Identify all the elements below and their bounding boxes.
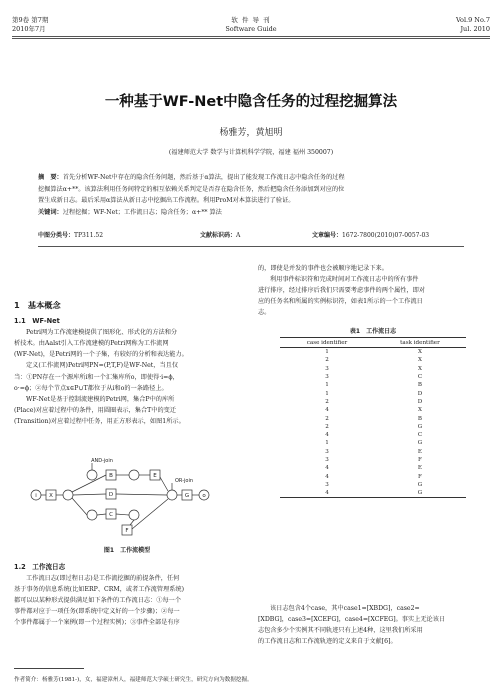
paragraph-line: 基于事务的信息系统(比如ERP、CRM，或者工作流管理系统) (14, 586, 185, 594)
paragraph-line: 利用事件标识符和完成时间对工作流日志中的所有事件 (270, 276, 419, 284)
paragraph-line: o·=ϕ；②每个节点x∈P∪T都位于从i和o的一条路径上。 (14, 384, 168, 392)
paragraph-line: 工作流日志(即过程日志)是工作流挖掘的前提条件，任何 (26, 575, 180, 583)
paragraph-line: 的工作流日志和工作流轨迹的定义来自于文献[6]。 (258, 638, 397, 646)
sink-place-label: o (202, 493, 206, 499)
task-id-cell: C (417, 374, 423, 381)
paragraph-line: 志。 (258, 309, 271, 317)
table-row (280, 489, 466, 498)
abstract-rule (38, 246, 464, 247)
workflow-model-figure (22, 457, 232, 541)
case-id-cell: 2 (325, 357, 329, 364)
place-circle (167, 490, 177, 500)
keywords-text: 过程挖掘；WF-Net；工作流日志；隐含任务；α+** 算法 (62, 208, 222, 216)
case-id-cell: 4 (325, 432, 329, 439)
document-code-label: 文献标识码： (200, 232, 237, 239)
task-id-cell: X (417, 349, 422, 356)
task-id-cell: G (417, 481, 423, 488)
place-circle (87, 470, 97, 480)
abstract-line: 挖掘算法α+**。该算法利用任务间特定的相互依赖关系判定是否存在隐含任务，然后把隐含任务添加到对应的位 (38, 185, 345, 193)
paragraph-line: 事件都对应于一项任务(即系统中定义好的一个步骤)；②每一 (14, 608, 180, 616)
left-column-lower (14, 562, 240, 629)
paragraph-line: Petri网为工作流建模提供了图形化、形式化的方法和分 (26, 329, 178, 337)
paragraph-line: 该日志包含4个case，其中case1=[XBDG]，case2= (270, 605, 420, 612)
case-id-cell: 3 (325, 374, 329, 381)
document-code (200, 230, 240, 239)
author-footnote: 作者简介：杨雅芳(1981-)，女，福建漳州人，福建师范大学硕士研究生，研究方向为数据挖掘。 (14, 677, 253, 683)
task-id-cell: C (417, 432, 423, 439)
task-id-cell: E (417, 448, 423, 455)
task-id-cell: D (417, 390, 423, 397)
subsection-heading: 1.2 工作流日志 (14, 563, 66, 571)
table-row (280, 389, 466, 397)
case-id-cell: 3 (325, 481, 329, 488)
place-circle (129, 470, 139, 480)
table-row (280, 348, 466, 357)
task-id-cell: E (417, 465, 423, 472)
header-journal (0, 16, 502, 34)
header-rule (12, 36, 490, 37)
task-id-cell: X (417, 407, 422, 414)
transition-label: E (153, 473, 157, 479)
table-row (280, 398, 466, 406)
article-number-label: 文章编号： (312, 232, 343, 239)
transition-label: G (184, 493, 190, 499)
case-id-cell: 3 (325, 365, 329, 372)
task-id-cell: B (417, 415, 423, 422)
table-row (280, 423, 466, 431)
table-row (280, 481, 466, 489)
date-en-label: Jul. 2010 (460, 25, 490, 33)
paper-authors: 杨雅芳，黄旭明 (219, 128, 283, 138)
case-id-cell: 2 (325, 423, 329, 430)
place-circle (129, 510, 139, 520)
paragraph-line: 当：①PN存在一个源库所i和一个汇集库所o，即使得·i=ϕ， (14, 373, 179, 381)
table-row (280, 365, 466, 373)
case-id-cell: 1 (325, 349, 329, 356)
paragraph-line: 进行排序，经过排序后我们只需要考虑事件的两个属性，即对 (258, 287, 426, 295)
transition-label: X (49, 493, 53, 499)
paragraph-line: (WF-Net)，是Petri网的一个子集，有较好的分析和表达能力。 (14, 351, 188, 359)
header-volume (456, 16, 490, 34)
case-id-cell: 2 (325, 398, 329, 405)
case-id-cell: 4 (325, 407, 329, 414)
table-caption: 表1 工作流日志 (349, 328, 397, 335)
table-row (280, 373, 466, 381)
paragraph-line: WF-Net是基于控制流建模的Petri网，集合P中的库所 (26, 395, 175, 403)
table-header-case: case identifier (280, 338, 374, 348)
table-header-task: task identifier (374, 338, 466, 348)
task-id-cell: G (417, 423, 423, 430)
table-row (280, 356, 466, 364)
task-id-cell: X (417, 365, 422, 372)
footnote-rule (14, 668, 84, 669)
transition-label: F (125, 528, 129, 534)
paragraph-line: 个事件都属于一个案例(即一个过程实例)；③事件全部是有序 (14, 619, 180, 627)
task-id-cell: X (417, 357, 422, 364)
workflow-log-table (280, 337, 466, 498)
paragraph-line: 的，即使是并发的事件也会被顺序地记录下来。 (258, 265, 388, 272)
table-row (280, 439, 466, 447)
case-id-cell: 4 (280, 489, 374, 498)
paragraph-line: 析技术。由Aalst引入工作流建模的Petri网称为工作流网 (14, 340, 169, 348)
paragraph-line: 定义(工作流网)Petri网PN=(P,T,F)是WF-Net，当且仅 (26, 362, 179, 370)
volume-label: Vol.9 No.7 (455, 16, 490, 24)
paragraph-line: (Transition)对应着过程中任务，用正方形表示，如图1所示。 (14, 417, 185, 425)
task-id-cell: F (418, 473, 422, 480)
or-join-label: OR-join (174, 478, 194, 484)
abstract (38, 172, 468, 218)
task-id-cell: G (374, 489, 466, 498)
table-row (280, 456, 466, 464)
transition-label: B (109, 473, 113, 479)
case-id-cell: 4 (325, 465, 329, 472)
journal-name-en: Software Guide (225, 25, 277, 33)
class-number-label: 中图分类号： (38, 232, 75, 239)
right-column (258, 263, 488, 318)
date-label: 2010年7月 (12, 25, 46, 33)
case-id-cell: 3 (325, 457, 329, 463)
class-number (38, 230, 103, 239)
keywords-label: 关键词： (38, 208, 63, 216)
paragraph-line: 应的任务名和所属的实例标识符，如表1所示的一个工作流日 (258, 298, 423, 306)
task-id-cell: B (417, 382, 423, 389)
journal-name-cn: 软 件 导 刊 (231, 16, 271, 24)
task-id-cell: F (418, 457, 422, 463)
left-column (14, 300, 240, 427)
place-circle (87, 510, 97, 520)
task-id-cell: D (417, 398, 423, 405)
abstract-line: 置生成新日志。最后采用α算法从新日志中挖掘出工作流程。利用ProM对本算法进行了验证。 (38, 197, 295, 205)
paragraph-line: (Place)对应着过程中的条件，用圆圈表示，集合T中的变迁 (14, 406, 177, 414)
place-circle (63, 490, 73, 500)
document-code-value: A (236, 232, 241, 239)
transition-label: D (108, 492, 114, 498)
table-row (280, 472, 466, 480)
case-id-cell: 3 (325, 448, 329, 455)
right-column-lower (258, 603, 488, 647)
issue-label: 第9卷 第7期 (12, 16, 49, 24)
subsection-heading: 1.1 WF-Net (14, 317, 60, 326)
table-row (280, 406, 466, 414)
paragraph-line: [XDBG]，case3=[XCEFG]，case4=[XCFEG]。事实上无论该日 (258, 616, 446, 624)
table-row (280, 431, 466, 439)
case-id-cell: 4 (325, 473, 329, 480)
task-id-cell: G (417, 440, 423, 447)
paper-affiliation: (福建师范大学 数学与计算机科学学院，福建 福州 350007) (168, 149, 334, 156)
paragraph-line: 都可以以某种形式提供满足如下条件的工作流日志：①每一个 (14, 597, 182, 605)
table-row (280, 414, 466, 422)
section-heading: 1 基本概念 (14, 300, 61, 310)
and-join-label: AND-join (91, 458, 113, 464)
article-number-value: 1672-7800(2010)07-0057-03 (342, 232, 430, 239)
abstract-label: 摘 要： (38, 174, 63, 181)
table-row (280, 381, 466, 389)
abstract-line: 首先分析WF-Net中存在的隐含任务问题，然后基于α算法，提出了能发现工作流日志中隐含任务的过程 (62, 174, 345, 181)
transition-label: C (109, 512, 113, 518)
case-id-cell: 1 (325, 440, 329, 447)
source-place-label: i (35, 493, 37, 499)
paper-title: 一种基于WF-Net中隐含任务的过程挖掘算法 (104, 94, 398, 110)
figure-caption: 图1 工作流模型 (103, 547, 151, 554)
class-number-value: TP311.52 (74, 232, 104, 239)
header-rule-thin (12, 38, 490, 39)
case-id-cell: 2 (325, 415, 329, 422)
table-row (280, 464, 466, 472)
article-number (312, 230, 429, 239)
case-id-cell: 1 (325, 390, 329, 397)
table-row (280, 448, 466, 456)
paragraph-line: 志包含多少个实例其不同轨迹只有上述4种，这里我们所采用 (258, 627, 423, 635)
case-id-cell: 1 (325, 382, 329, 389)
